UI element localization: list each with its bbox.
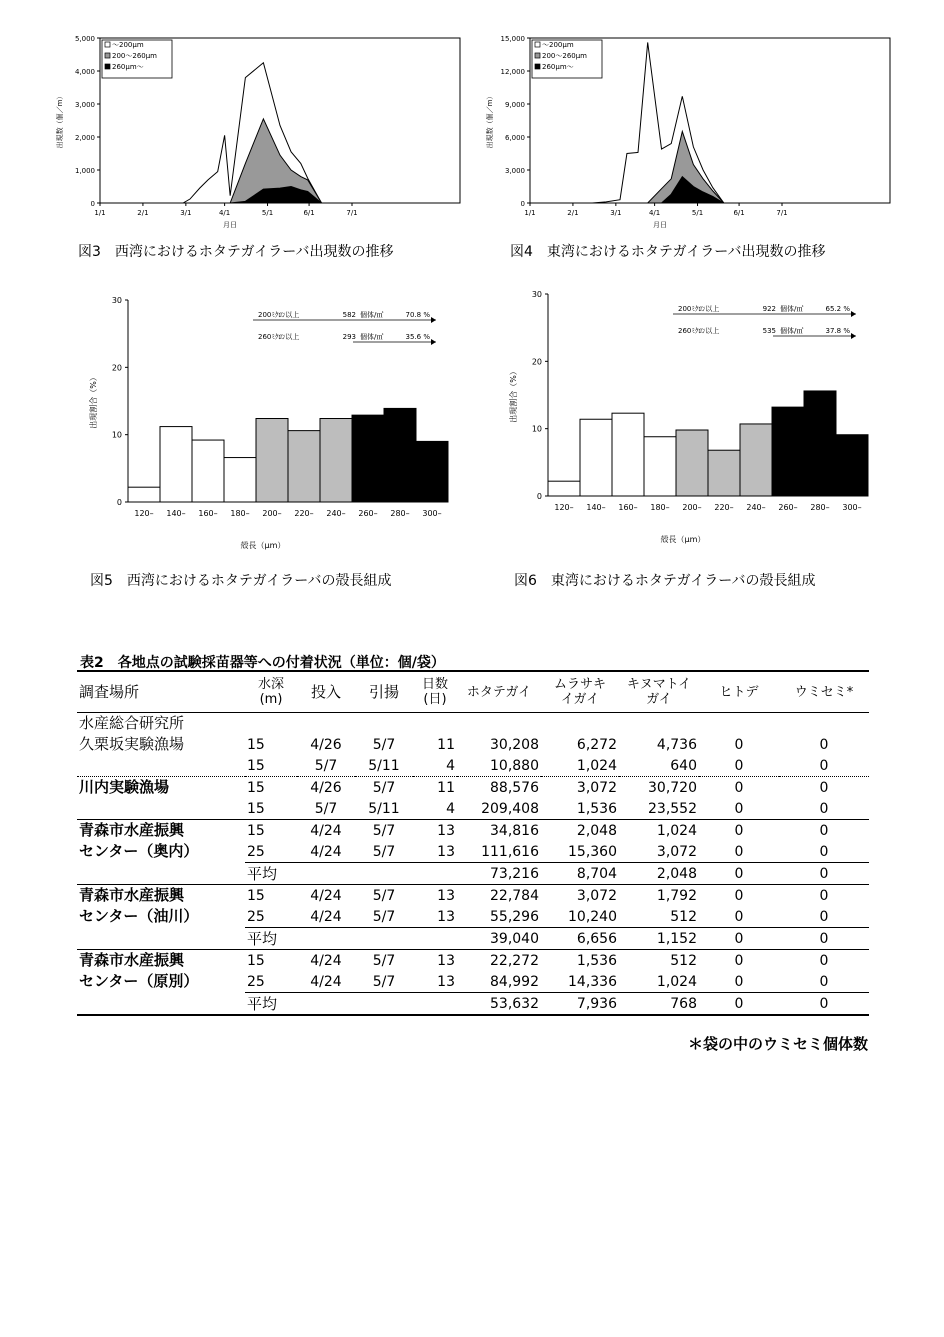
- kinu-cell: 512: [670, 908, 697, 925]
- in-date-cell: 4/24: [310, 973, 342, 990]
- bar: [192, 440, 224, 502]
- place-name: センター（奥内）: [79, 842, 199, 861]
- depth-cell: 15: [247, 800, 265, 817]
- out-date-cell: 5/7: [372, 736, 396, 753]
- hitode-avg-cell: 0: [699, 863, 779, 885]
- hotate-avg-cell: 73,216: [457, 863, 541, 885]
- in-date-cell: 5/7: [314, 800, 338, 817]
- in-date-cell: 4/26: [310, 736, 342, 753]
- legend: [532, 40, 602, 78]
- x-tick-label: 300–: [842, 503, 862, 512]
- legend-swatch: [105, 42, 110, 47]
- table-row: [77, 841, 869, 863]
- x-tick-label: 260–: [358, 509, 378, 518]
- y-tick-label: 6,000: [504, 134, 525, 142]
- x-tick-label: 200–: [262, 509, 282, 518]
- table-row: [77, 885, 869, 907]
- x-tick-label: 6/1: [303, 209, 315, 217]
- x-tick-label: 4/1: [218, 209, 231, 217]
- place-name: センター（油川）: [79, 907, 199, 926]
- x-tick-label: 7/1: [776, 209, 788, 217]
- kinu-avg-cell: 2,048: [619, 863, 699, 885]
- table-header-row: [77, 671, 869, 713]
- depth-cell: 25: [247, 908, 265, 925]
- out-date-cell: 5/11: [368, 757, 400, 774]
- x-tick-label: 2/1: [567, 209, 579, 217]
- umisemi-cell: 0: [779, 885, 869, 907]
- hitode-avg-cell: 0: [699, 993, 779, 1016]
- murasaki-cell: 3,072: [541, 885, 619, 907]
- days-cell: 11: [413, 777, 457, 799]
- fig3-chart: [50, 28, 470, 238]
- avg-label: 平均: [245, 928, 457, 950]
- hotate-avg-cell: 39,040: [457, 928, 541, 950]
- hitode-cell: 0: [734, 736, 744, 753]
- header-kinu-text: キヌマトイ ガイ: [626, 677, 692, 707]
- x-tick-label: 6/1: [733, 209, 745, 217]
- kinu-avg-cell: 768: [619, 993, 699, 1016]
- hotate-cell: 88,576: [457, 777, 541, 799]
- table-row: [77, 993, 869, 1016]
- table-row: [77, 950, 869, 972]
- umisemi-cell: 0: [779, 777, 869, 799]
- y-tick-label: 4,000: [74, 68, 95, 76]
- header-place: 調査場所: [77, 671, 245, 713]
- annotation-label: 200ﾐｸﾛﾝ以上: [258, 311, 300, 319]
- x-tick-label: 120–: [134, 509, 154, 518]
- murasaki-avg-cell: 7,936: [541, 993, 619, 1016]
- depth-cell: 25: [247, 973, 265, 990]
- y-tick-label: 30: [531, 290, 542, 299]
- legend-label: 260μm～: [112, 63, 144, 71]
- kinu-cell: 23,552: [648, 800, 697, 817]
- days-cell: 4: [446, 800, 455, 817]
- annotation-pct: 35.6 %: [405, 333, 430, 341]
- annotation-arrowhead: [851, 311, 856, 317]
- y-tick-label: 2,000: [74, 134, 95, 142]
- hotate-cell: 209,408: [481, 800, 539, 817]
- bar: [320, 419, 352, 502]
- place-name: センター（原別）: [79, 972, 199, 991]
- out-date-cell: 5/7: [372, 973, 396, 990]
- fig4-svg: [480, 28, 900, 238]
- legend-label: ～200μm: [542, 41, 574, 49]
- depth-cell: 15: [247, 736, 265, 753]
- bar: [708, 450, 740, 496]
- y-tick-label: 12,000: [500, 68, 525, 76]
- annotation-value: 922: [762, 305, 776, 313]
- y-tick-label: 0: [116, 498, 122, 507]
- x-tick-label: 160–: [198, 509, 218, 518]
- x-tick-label: 7/1: [346, 209, 358, 217]
- hotate-cell: 111,616: [481, 843, 539, 860]
- in-date-cell: 4/24: [297, 820, 355, 842]
- bar: [676, 430, 708, 496]
- x-tick-label: 5/1: [691, 209, 704, 217]
- x-tick-label: 240–: [746, 503, 766, 512]
- days-cell: 13: [437, 973, 455, 990]
- table-row: [77, 863, 869, 885]
- attachment-table: [77, 670, 869, 1016]
- murasaki-cell: 10,240: [568, 908, 617, 925]
- x-tick-label: 220–: [714, 503, 734, 512]
- bar: [836, 435, 868, 496]
- annotation-unit: 個体/㎥: [360, 333, 384, 341]
- empty-cell: [77, 993, 245, 1016]
- annotation-label: 260ﾐｸﾛﾝ以上: [678, 327, 720, 335]
- x-tick-label: 120–: [554, 503, 574, 512]
- table-row: [77, 734, 869, 755]
- umisemi-cell: 0: [819, 800, 829, 817]
- empty-cell: [245, 713, 869, 735]
- hotate-cell: 84,992: [490, 973, 539, 990]
- table-row: [77, 820, 869, 842]
- umisemi-avg-cell: 0: [779, 993, 869, 1016]
- y-tick-label: 0: [536, 492, 542, 501]
- x-tick-label: 5/1: [261, 209, 274, 217]
- days-cell: 13: [437, 908, 455, 925]
- legend-label: 260μm～: [542, 63, 574, 71]
- x-tick-label: 180–: [230, 509, 250, 518]
- in-date-cell: 4/24: [310, 908, 342, 925]
- table-row: [77, 777, 869, 799]
- y-tick-label: 9,000: [504, 101, 525, 109]
- x-tick-label: 1/1: [94, 209, 106, 217]
- table-row: [77, 755, 869, 777]
- header-murasaki-text: ムラサキ イガイ: [553, 677, 606, 707]
- murasaki-cell: 2,048: [541, 820, 619, 842]
- x-axis-label: 殻長（μm）: [660, 535, 706, 544]
- legend-label: ～200μm: [112, 41, 144, 49]
- x-tick-label: 140–: [586, 503, 606, 512]
- series-area-1: [100, 63, 356, 203]
- fig6-chart: [500, 282, 880, 554]
- annotation-pct: 70.8 %: [405, 311, 430, 319]
- table-footnote: ＊袋の中のウミセミ個体数: [687, 1035, 868, 1053]
- legend: [102, 40, 172, 78]
- hotate-cell: 22,784: [457, 885, 541, 907]
- depth-cell: 15: [245, 950, 297, 972]
- hitode-cell: 0: [699, 777, 779, 799]
- y-tick-label: 20: [111, 363, 122, 373]
- y-axis-label: 出現数（個／m）: [486, 92, 494, 149]
- murasaki-avg-cell: 8,704: [541, 863, 619, 885]
- header-days: [413, 671, 457, 713]
- bar: [224, 458, 256, 502]
- umisemi-avg-cell: 0: [779, 928, 869, 950]
- out-date-cell: 5/7: [372, 843, 396, 860]
- table-title: 表2 各地点の試験採苗器等への付着状況（単位：個/袋）: [80, 655, 445, 671]
- avg-label: 平均: [245, 863, 457, 885]
- annotation-unit: 個体/㎥: [780, 327, 804, 335]
- in-date-cell: 4/24: [297, 950, 355, 972]
- fig3-caption: 図3 西湾におけるホタテガイラーバ出現数の推移: [78, 244, 394, 260]
- annotation-arrowhead: [431, 339, 436, 345]
- hotate-cell: 55,296: [490, 908, 539, 925]
- out-date-cell: 5/7: [355, 885, 413, 907]
- out-date-cell: 5/11: [368, 800, 400, 817]
- hotate-cell: 34,816: [457, 820, 541, 842]
- legend-swatch: [105, 53, 110, 58]
- in-date-cell: 5/7: [314, 757, 338, 774]
- murasaki-cell: 1,536: [541, 950, 619, 972]
- bar: [740, 424, 772, 496]
- annotation-pct: 65.2 %: [825, 305, 850, 313]
- days-cell: 13: [437, 843, 455, 860]
- bar: [804, 391, 836, 496]
- x-tick-label: 220–: [294, 509, 314, 518]
- place-name: 青森市水産振興: [77, 885, 245, 907]
- header-kinu: [619, 671, 699, 713]
- hitode-avg-cell: 0: [699, 928, 779, 950]
- fig5-chart: [80, 288, 460, 558]
- kinu-cell: 4,736: [656, 736, 697, 753]
- bar: [580, 419, 612, 496]
- kinu-avg-cell: 1,152: [619, 928, 699, 950]
- in-date-cell: 4/24: [297, 885, 355, 907]
- kinu-cell: 1,792: [619, 885, 699, 907]
- annotation-label: 260ﾐｸﾛﾝ以上: [258, 333, 300, 341]
- header-depth-text: 水深 (m): [257, 677, 284, 707]
- umisemi-cell: 0: [819, 843, 829, 860]
- place-name: 久栗坂実験漁場: [79, 735, 185, 753]
- hitode-cell: 0: [734, 800, 744, 817]
- bar: [384, 408, 416, 502]
- bar: [256, 419, 288, 502]
- y-tick-label: 30: [111, 296, 122, 305]
- umisemi-cell: 0: [779, 950, 869, 972]
- header-in: 投入: [297, 671, 355, 713]
- y-tick-label: 0: [520, 200, 525, 208]
- header-depth: [245, 671, 297, 713]
- avg-label: 平均: [245, 993, 457, 1016]
- legend-label: 200～260μm: [112, 52, 157, 60]
- depth-cell: 25: [247, 843, 265, 860]
- murasaki-cell: 15,360: [568, 843, 617, 860]
- umisemi-cell: 0: [819, 973, 829, 990]
- umisemi-cell: 0: [779, 820, 869, 842]
- hotate-avg-cell: 53,632: [457, 993, 541, 1016]
- hitode-cell: 0: [734, 843, 744, 860]
- hotate-cell: 10,880: [490, 757, 539, 774]
- hitode-cell: 0: [699, 950, 779, 972]
- days-cell: 13: [413, 950, 457, 972]
- annotation-unit: 個体/㎥: [360, 311, 384, 319]
- place-name: 青森市水産振興: [77, 950, 245, 972]
- umisemi-cell: 0: [819, 736, 829, 753]
- x-axis-label: 月日: [223, 221, 237, 229]
- x-tick-label: 300–: [422, 509, 442, 518]
- x-tick-label: 180–: [650, 503, 670, 512]
- bar: [644, 437, 676, 496]
- kinu-cell: 640: [670, 757, 697, 774]
- header-hitode: ヒトデ: [699, 671, 779, 713]
- murasaki-avg-cell: 6,656: [541, 928, 619, 950]
- y-tick-label: 1,000: [74, 167, 95, 175]
- x-tick-label: 260–: [778, 503, 798, 512]
- header-umisemi: ウミセミ*: [779, 671, 869, 713]
- fig4-chart: [480, 28, 900, 238]
- bar: [612, 413, 644, 496]
- bar: [416, 441, 448, 502]
- empty-cell: [77, 863, 245, 885]
- hitode-cell: 0: [699, 820, 779, 842]
- umisemi-avg-cell: 0: [779, 863, 869, 885]
- kinu-cell: 512: [619, 950, 699, 972]
- in-date-cell: 4/24: [310, 843, 342, 860]
- days-cell: 4: [446, 757, 455, 774]
- umisemi-cell: 0: [819, 757, 829, 774]
- y-axis-label: 出現割合（%）: [509, 367, 518, 423]
- out-date-cell: 5/7: [372, 908, 396, 925]
- bar: [128, 487, 160, 502]
- legend-swatch: [105, 64, 110, 69]
- y-axis-label: 出現割合（%）: [89, 373, 98, 429]
- table-row: [77, 971, 869, 993]
- hitode-cell: 0: [734, 908, 744, 925]
- y-axis-label: 出現数（個／m）: [56, 92, 64, 149]
- x-tick-label: 4/1: [648, 209, 661, 217]
- hotate-cell: 30,208: [490, 736, 539, 753]
- table-row: [77, 928, 869, 950]
- x-axis-label: 殻長（μm）: [240, 541, 286, 550]
- depth-cell: 15: [245, 885, 297, 907]
- depth-cell: 15: [247, 757, 265, 774]
- days-cell: 11: [437, 736, 455, 753]
- hitode-cell: 0: [699, 885, 779, 907]
- umisemi-cell: 0: [819, 908, 829, 925]
- depth-cell: 15: [245, 820, 297, 842]
- out-date-cell: 5/7: [355, 950, 413, 972]
- y-tick-label: 10: [111, 430, 122, 440]
- x-tick-label: 140–: [166, 509, 186, 518]
- x-tick-label: 3/1: [610, 209, 622, 217]
- fig4-caption: 図4 東湾におけるホタテガイラーバ出現数の推移: [510, 244, 826, 260]
- legend-swatch: [535, 64, 540, 69]
- fig5-svg: [80, 288, 460, 558]
- x-tick-label: 160–: [618, 503, 638, 512]
- table-row: [77, 906, 869, 928]
- table-body: [77, 713, 869, 1016]
- bar: [772, 407, 804, 496]
- days-cell: 13: [413, 885, 457, 907]
- y-tick-label: 3,000: [74, 101, 95, 109]
- murasaki-cell: 1,024: [576, 757, 617, 774]
- y-tick-label: 10: [531, 424, 542, 434]
- hotate-cell: 22,272: [457, 950, 541, 972]
- in-date-cell: 4/26: [297, 777, 355, 799]
- y-tick-label: 20: [531, 357, 542, 367]
- annotation-value: 535: [762, 327, 776, 335]
- place-name: 青森市水産振興: [77, 820, 245, 842]
- kinu-cell: 1,024: [656, 973, 697, 990]
- place-name: 水産総合研究所: [79, 714, 185, 732]
- annotation-label: 200ﾐｸﾛﾝ以上: [678, 305, 720, 313]
- murasaki-cell: 14,336: [568, 973, 617, 990]
- annotation-unit: 個体/㎥: [780, 305, 804, 313]
- murasaki-cell: 3,072: [541, 777, 619, 799]
- x-tick-label: 200–: [682, 503, 702, 512]
- annotation-arrowhead: [851, 333, 856, 339]
- bar: [288, 431, 320, 502]
- legend-swatch: [535, 53, 540, 58]
- x-tick-label: 3/1: [180, 209, 192, 217]
- place-name: 川内実験漁場: [77, 777, 245, 799]
- kinu-cell: 3,072: [656, 843, 697, 860]
- depth-cell: 15: [245, 777, 297, 799]
- x-tick-label: 280–: [810, 503, 830, 512]
- fig3-svg: [50, 28, 470, 238]
- days-cell: 13: [413, 820, 457, 842]
- x-tick-label: 280–: [390, 509, 410, 518]
- x-tick-label: 1/1: [524, 209, 536, 217]
- bar: [352, 415, 384, 502]
- hitode-cell: 0: [734, 757, 744, 774]
- out-date-cell: 5/7: [355, 777, 413, 799]
- murasaki-cell: 6,272: [576, 736, 617, 753]
- legend-swatch: [535, 42, 540, 47]
- table-row: [77, 798, 869, 820]
- annotation-value: 582: [342, 311, 356, 319]
- fig6-caption: 図6 東湾におけるホタテガイラーバの殻長組成: [514, 573, 816, 589]
- header-murasaki: [541, 671, 619, 713]
- kinu-cell: 1,024: [619, 820, 699, 842]
- annotation-value: 293: [342, 333, 356, 341]
- bar: [548, 481, 580, 496]
- header-out: 引揚: [355, 671, 413, 713]
- hitode-cell: 0: [734, 973, 744, 990]
- out-date-cell: 5/7: [355, 820, 413, 842]
- y-tick-label: 15,000: [500, 35, 525, 43]
- empty-cell: [77, 928, 245, 950]
- bar: [160, 427, 192, 502]
- table-row: [77, 713, 869, 735]
- y-tick-label: 0: [90, 200, 95, 208]
- header-hotate: ホタテガイ: [457, 671, 541, 713]
- x-tick-label: 240–: [326, 509, 346, 518]
- legend-label: 200～260μm: [542, 52, 587, 60]
- empty-cell: [77, 755, 245, 777]
- y-tick-label: 5,000: [74, 35, 95, 43]
- empty-cell: [77, 798, 245, 820]
- murasaki-cell: 1,536: [576, 800, 617, 817]
- y-tick-label: 3,000: [504, 167, 525, 175]
- fig6-svg: [500, 282, 880, 554]
- header-days-text: 日数 (日): [421, 677, 448, 707]
- x-tick-label: 2/1: [137, 209, 149, 217]
- annotation-arrowhead: [431, 317, 436, 323]
- annotation-pct: 37.8 %: [825, 327, 850, 335]
- fig5-caption: 図5 西湾におけるホタテガイラーバの殻長組成: [90, 573, 392, 589]
- x-axis-label: 月日: [653, 221, 667, 229]
- kinu-cell: 30,720: [619, 777, 699, 799]
